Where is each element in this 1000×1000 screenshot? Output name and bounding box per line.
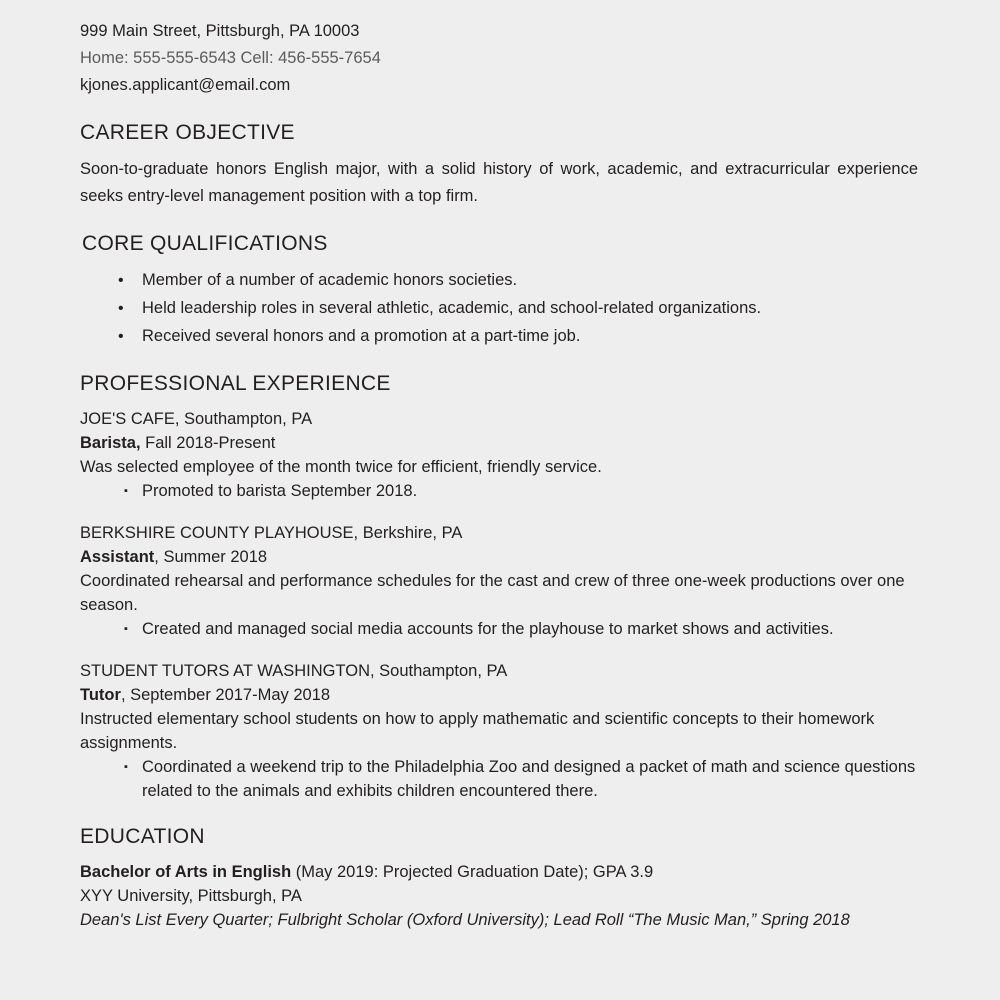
education-degree-line bbox=[80, 860, 920, 884]
job-title-line bbox=[80, 683, 920, 707]
list-item-text: Held leadership roles in several athletic, academic, and school-related organizations. bbox=[142, 299, 762, 318]
list-item bbox=[80, 267, 920, 294]
experience-entry bbox=[80, 407, 920, 503]
bullet-square-icon: ▪ bbox=[124, 485, 128, 498]
job-title: Barista, bbox=[80, 434, 141, 453]
education-entry bbox=[80, 860, 920, 932]
list-item bbox=[80, 755, 920, 803]
job-dates: , September 2017-May 2018 bbox=[120, 686, 331, 705]
contact-block bbox=[80, 18, 920, 99]
job-dates: , Summer 2018 bbox=[154, 548, 268, 567]
bullet-disc-icon: • bbox=[118, 328, 124, 346]
education-honors: Dean's List Every Quarter; Fulbright Scholar (Oxford University); Lead Roll “The Music Man,” Spring 2018 bbox=[80, 911, 850, 930]
employer-line: BERKSHIRE COUNTY PLAYHOUSE, Berkshire, PA bbox=[80, 524, 463, 543]
job-dates: Fall 2018-Present bbox=[140, 434, 276, 453]
job-title: Assistant bbox=[80, 548, 155, 567]
bullet-disc-icon: • bbox=[118, 272, 124, 290]
section-heading-qualifications: CORE QUALIFICATIONS bbox=[82, 232, 328, 256]
list-item-text: Created and managed social media accounts for the playhouse to market shows and activities. bbox=[142, 620, 834, 639]
job-bullets bbox=[80, 755, 920, 803]
education-degree-detail: (May 2019: Projected Graduation Date); GPA 3.9 bbox=[291, 863, 654, 882]
list-item-text: Received several honors and a promotion at a part-time job. bbox=[142, 327, 581, 346]
job-title-line bbox=[80, 545, 920, 569]
employer-line: STUDENT TUTORS AT WASHINGTON, Southampton, PA bbox=[80, 662, 508, 681]
job-description: Coordinated rehearsal and performance schedules for the cast and crew of three one-week productions over one season. bbox=[80, 572, 905, 615]
job-bullets bbox=[80, 617, 920, 641]
job-description: Was selected employee of the month twice for efficient, friendly service. bbox=[80, 458, 602, 477]
employer-line: JOE'S CAFE, Southampton, PA bbox=[80, 410, 313, 429]
list-item bbox=[80, 617, 920, 641]
list-item-text: Promoted to barista September 2018. bbox=[142, 482, 418, 501]
bullet-square-icon: ▪ bbox=[124, 623, 128, 636]
job-title-line bbox=[80, 431, 920, 455]
objective-text: Soon-to-graduate honors English major, with a solid history of work, academic, and extracurricular experience seeks entry-level management position with a top firm. bbox=[80, 160, 918, 206]
section-heading-education: EDUCATION bbox=[80, 825, 205, 849]
job-title: Tutor bbox=[80, 686, 121, 705]
contact-email: kjones.applicant@email.com bbox=[80, 76, 291, 94]
job-bullets bbox=[80, 479, 920, 503]
bullet-disc-icon: • bbox=[118, 300, 124, 318]
experience-entry bbox=[80, 659, 920, 803]
list-item-text: Member of a number of academic honors societies. bbox=[142, 271, 518, 290]
education-school: XYY University, Pittsburgh, PA bbox=[80, 887, 302, 906]
list-item bbox=[80, 479, 920, 503]
contact-phones: Home: 555-555-6543 Cell: 456-555-7654 bbox=[80, 49, 381, 67]
education-degree: Bachelor of Arts in English bbox=[80, 863, 292, 882]
list-item bbox=[80, 295, 920, 322]
contact-address: 999 Main Street, Pittsburgh, PA 10003 bbox=[80, 22, 360, 40]
section-heading-experience: PROFESSIONAL EXPERIENCE bbox=[80, 372, 391, 396]
section-heading-objective: CAREER OBJECTIVE bbox=[80, 121, 295, 144]
list-item-text: Coordinated a weekend trip to the Philadelphia Zoo and designed a packet of math and science questions related to the animals and exhibits children encountered there. bbox=[142, 758, 916, 801]
bullet-square-icon: ▪ bbox=[124, 761, 128, 774]
list-item bbox=[80, 323, 920, 350]
qualifications-list bbox=[80, 267, 920, 350]
job-description: Instructed elementary school students on how to apply mathematic and scientific concepts to their homework assignments. bbox=[80, 710, 875, 753]
experience-entry bbox=[80, 521, 920, 641]
